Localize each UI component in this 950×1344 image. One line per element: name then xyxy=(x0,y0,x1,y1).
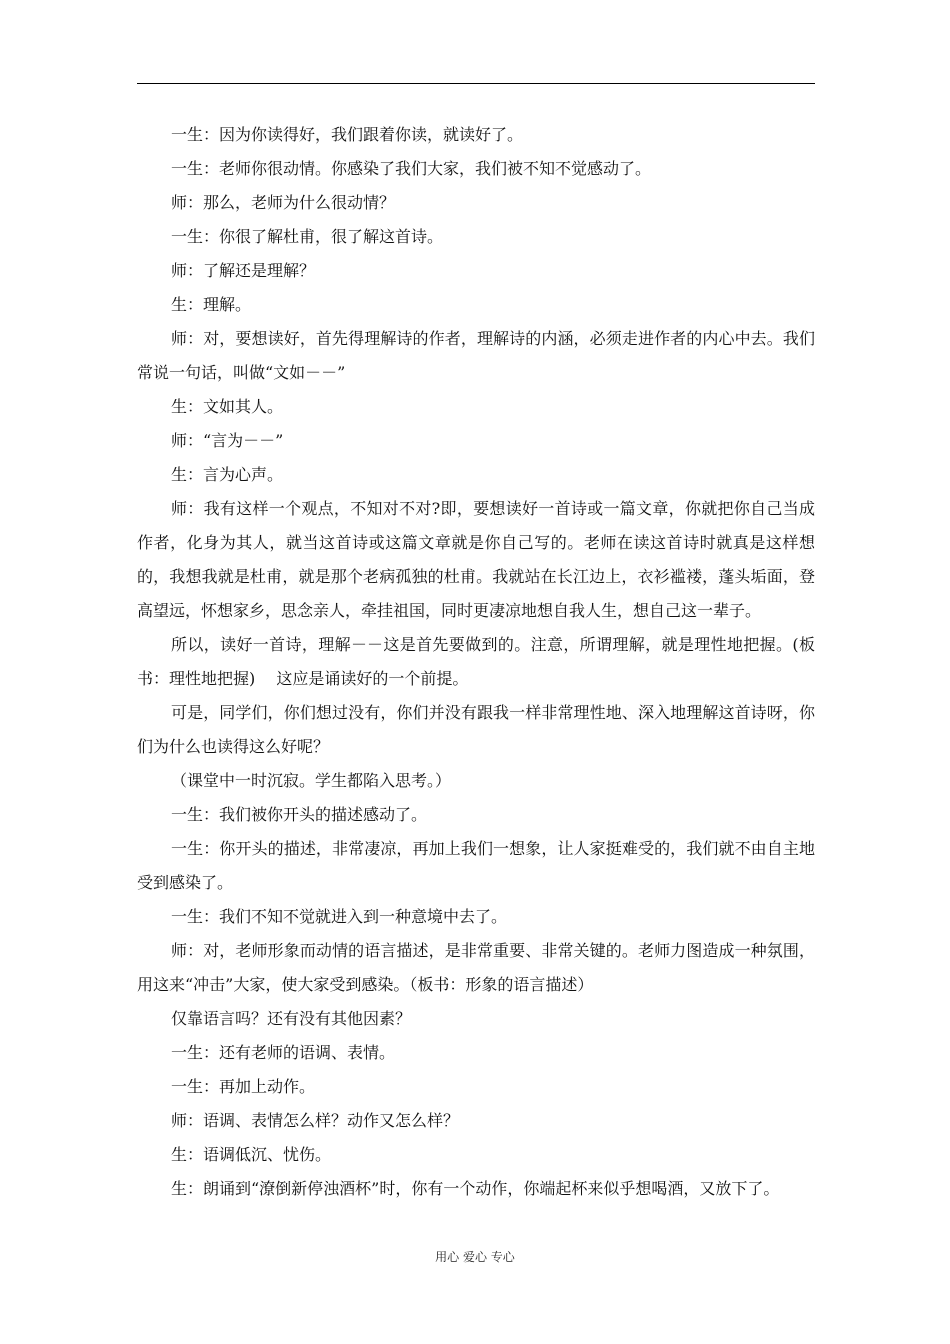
paragraph: 生：朗诵到“潦倒新停浊酒杯”时，你有一个动作，你端起杯来似乎想喝酒，又放下了。 xyxy=(171,1179,780,1198)
paragraph: 可是，同学们，你们想过没有，你们并没有跟我一样非常理性地、深入地理解这首诗呀，你们为什么也读得这么好呢？ xyxy=(137,703,815,756)
paragraph: 师：语调、表情怎么样？动作又怎么样？ xyxy=(171,1111,460,1130)
paragraph: 一生：你很了解杜甫，很了解这首诗。 xyxy=(171,227,444,246)
paragraph: 一生：再加上动作。 xyxy=(171,1077,316,1096)
paragraph: 一生：我们不知不觉就进入到一种意境中去了。 xyxy=(171,907,508,926)
paragraph: （课堂中一时沉寂。学生都陷入思考。） xyxy=(171,771,452,790)
paragraph: 一生：你开头的描述，非常凄凉，再加上我们一想象，让人家挺难受的，我们就不由自主地受到感染了。 xyxy=(137,839,815,892)
paragraph: 师：我有这样一个观点，不知对不对?即，要想读好一首诗或一篇文章，你就把你自己当成作者，化身为其人，就当这首诗或这篇文章就是你自己写的。老师在读这首诗时就真是这样想的，我想我就是杜甫，就是那个老病孤独的杜甫。我就站在长江边上，衣衫褴褛，蓬头垢面，登高望远，怀想家乡，思念亲人，牵挂祖国，同时更凄凉地想自我人生，想自己这一辈子。 xyxy=(137,499,815,620)
paragraph: 生：语调低沉、忧伤。 xyxy=(171,1145,332,1164)
paragraph: 师：“言为－－” xyxy=(171,431,284,450)
paragraph: 一生：因为你读得好，我们跟着你读，就读好了。 xyxy=(171,125,524,144)
paragraph: 师：对，要想读好，首先得理解诗的作者，理解诗的内涵，必须走进作者的内心中去。我们常说一句话，叫做“文如－－” xyxy=(137,329,815,382)
paragraph: 师：对，老师形象而动情的语言描述，是非常重要、非常关键的。老师力图造成一种氛围，用这来“冲击”大家，使大家受到感染。（板书：形象的语言描述） xyxy=(137,941,815,994)
paragraph: 所以，读好一首诗，理解－－这是首先要做到的。注意，所谓理解，就是理性地把握。(板书：理性地把握) 这应是诵读好的一个前提。 xyxy=(137,635,815,688)
paragraph: 生：文如其人。 xyxy=(171,397,284,416)
paragraph: 师：那么，老师为什么很动情？ xyxy=(171,193,396,212)
page-footer: 用心 爱心 专心 xyxy=(435,1250,515,1264)
paragraph: 生：理解。 xyxy=(171,295,252,314)
paragraph: 一生：还有老师的语调、表情。 xyxy=(171,1043,396,1062)
paragraph: 一生：老师你很动情。你感染了我们大家，我们被不知不觉感动了。 xyxy=(171,159,652,178)
paragraph: 师：了解还是理解？ xyxy=(171,261,316,280)
header-rule xyxy=(137,83,815,84)
paragraph: 一生：我们被你开头的描述感动了。 xyxy=(171,805,428,824)
document-body xyxy=(137,118,815,1206)
paragraph: 仅靠语言吗？还有没有其他因素？ xyxy=(171,1009,412,1028)
paragraph: 生：言为心声。 xyxy=(171,465,284,484)
